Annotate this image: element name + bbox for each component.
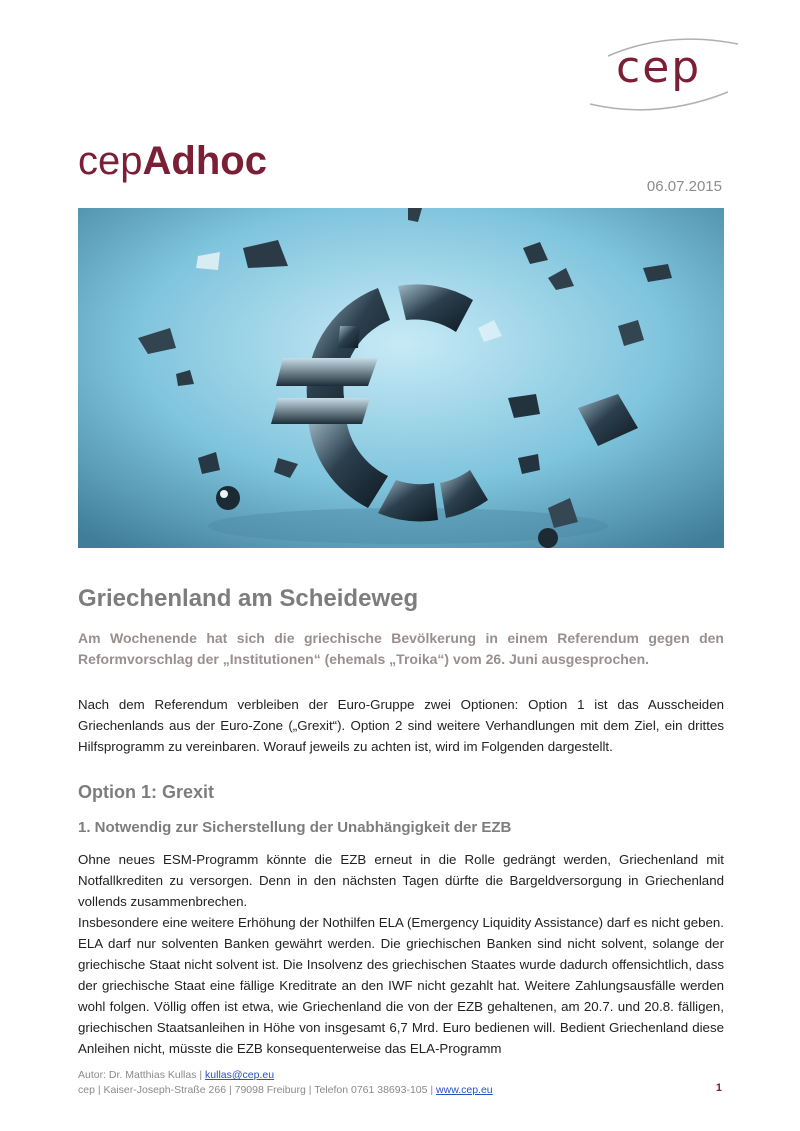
logo-text: cep: [616, 42, 702, 93]
author-email-link[interactable]: kullas@cep.eu: [205, 1069, 275, 1081]
footer: [78, 1068, 724, 1098]
footer-author-line: [78, 1068, 724, 1083]
hero-image: [78, 208, 724, 548]
footer-address-line: [78, 1083, 724, 1098]
website-link[interactable]: www.cep.eu: [436, 1084, 493, 1096]
brand-bold: Adhoc: [142, 139, 267, 183]
page-number: 1: [715, 1082, 722, 1094]
footer-address: cep | Kaiser-Joseph-Straße 266 | 79098 Freiburg | Telefon 0761 38693-105 |: [78, 1084, 437, 1096]
brand-light: cep: [78, 139, 143, 183]
article-lead: Am Wochenende hat sich die griechische Bevölkerung in einem Referendum gegen den Reformvorschlag der „Institutionen“ (ehemals „Troika“) vom 26. Juni ausgesprochen.: [78, 630, 724, 667]
intro-paragraph: Nach dem Referendum verbleiben der Euro-Gruppe zwei Optionen: Option 1 ist das Ausscheiden Griechenlands aus der Euro-Zone („Grexit“). Option 2 sind weitere Verhandlungen mit dem Ziel, ein drittes Hilfsprogramm zu vereinbaren. Worauf jeweils zu achten ist, wird im Folgenden dargestellt.: [78, 697, 724, 754]
section-heading: Option 1: Grexit: [78, 782, 215, 802]
brand-title: [78, 137, 267, 185]
cep-logo: [588, 34, 748, 116]
article-title: Griechenland am Scheideweg: [78, 585, 419, 612]
body-paragraph-2: Insbesondere eine weitere Erhöhung der Nothilfen ELA (Emergency Liquidity Assistance) darf es nicht geben. ELA darf nur solventen Banken gewährt werden. Die griechischen Banken sind nicht solvent, solange der griechische Staat nicht solvent ist. Die Insolvenz des griechischen Staates wurde dadurch offensichtlich, dass der griechische Staat eine fällige Kreditrate an den IWF nicht gezahlt hat. Weitere Zahlungsausfälle werden wohl folgen. Völlig offen ist etwa, wie Griechenland die von der EZB gehaltenen, am 20.7. und 20.8. fälligen, griechischen Staatsanleihen in Höhe von insgesamt 6,7 Mrd. Euro bedienen will. Bedient Griechenland diese Anleihen nicht, müsste die EZB konsequenterweise das ELA-Programm: [78, 915, 724, 1056]
footer-author: Autor: Dr. Matthias Kullas |: [78, 1069, 206, 1081]
publication-date: 06.07.2015: [646, 178, 722, 195]
shattered-euro-icon: [78, 208, 724, 548]
subsection-heading: 1. Notwendig zur Sicherstellung der Unabhängigkeit der EZB: [78, 819, 512, 836]
body-text: [78, 849, 724, 1059]
body-paragraph-1: Ohne neues ESM-Programm könnte die EZB erneut in die Rolle gedrängt werden, Griechenland mit Notfallkrediten zu versorgen. Denn in den nächsten Tagen dürfte die Bargeldversorgung in Griechenland vollends zusammenbrechen.: [78, 852, 724, 909]
